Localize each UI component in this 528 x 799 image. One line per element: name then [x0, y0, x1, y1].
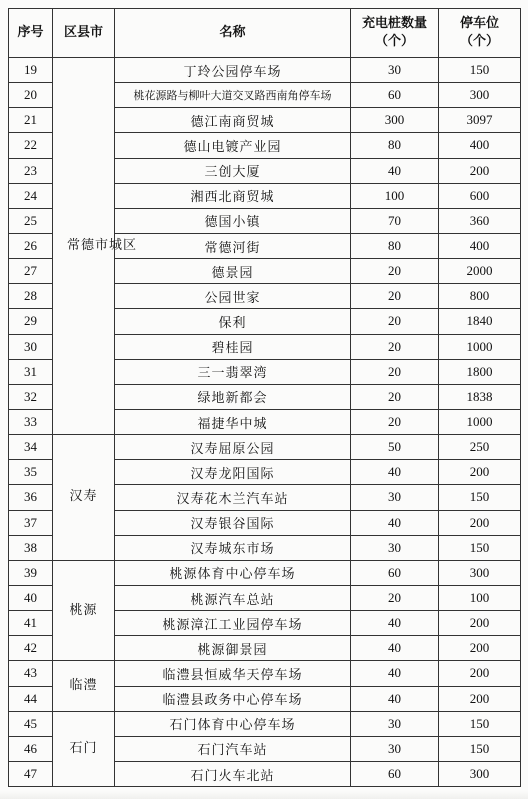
cell-name: 三创大厦 — [115, 158, 351, 183]
cell-name: 石门汽车站 — [115, 736, 351, 761]
cell-seq: 35 — [9, 460, 53, 485]
cell-name: 汉寿花木兰汽车站 — [115, 485, 351, 510]
cell-name: 常德河街 — [115, 233, 351, 258]
cell-seq: 33 — [9, 409, 53, 434]
cell-chargers: 60 — [351, 761, 439, 786]
cell-seq: 46 — [9, 736, 53, 761]
cell-chargers: 20 — [351, 334, 439, 359]
cell-chargers: 80 — [351, 133, 439, 158]
cell-district: 桃源 — [53, 560, 115, 661]
cell-parking: 150 — [439, 58, 521, 83]
table-header-row — [9, 9, 521, 58]
cell-name: 桃源漳江工业园停车场 — [115, 611, 351, 636]
cell-seq: 23 — [9, 158, 53, 183]
cell-chargers: 70 — [351, 208, 439, 233]
cell-seq: 41 — [9, 611, 53, 636]
cell-name: 保利 — [115, 309, 351, 334]
cell-chargers: 20 — [351, 359, 439, 384]
cell-seq: 42 — [9, 636, 53, 661]
cell-parking: 1000 — [439, 334, 521, 359]
cell-seq: 47 — [9, 761, 53, 786]
cell-chargers: 30 — [351, 485, 439, 510]
cell-seq: 30 — [9, 334, 53, 359]
cell-chargers: 40 — [351, 686, 439, 711]
table-row — [9, 58, 521, 83]
cell-name: 桃花源路与柳叶大道交叉路西南角停车场 — [115, 83, 351, 108]
header-chargers-line2: （个） — [374, 34, 414, 49]
cell-seq: 44 — [9, 686, 53, 711]
cell-name: 汉寿银谷国际 — [115, 510, 351, 535]
cell-name: 石门体育中心停车场 — [115, 711, 351, 736]
cell-district: 汉寿 — [53, 435, 115, 561]
cell-parking: 200 — [439, 460, 521, 485]
cell-chargers: 50 — [351, 435, 439, 460]
header-parking-line2: （个） — [459, 34, 499, 49]
cell-seq: 26 — [9, 233, 53, 258]
header-district: 区县市 — [53, 9, 115, 58]
cell-seq: 32 — [9, 384, 53, 409]
cell-chargers: 30 — [351, 711, 439, 736]
cell-seq: 19 — [9, 58, 53, 83]
cell-seq: 21 — [9, 108, 53, 133]
cell-parking: 200 — [439, 510, 521, 535]
cell-seq: 40 — [9, 585, 53, 610]
cell-seq: 20 — [9, 83, 53, 108]
cell-name: 汉寿屈原公园 — [115, 435, 351, 460]
table-row — [9, 661, 521, 686]
table-row — [9, 435, 521, 460]
cell-parking: 1000 — [439, 409, 521, 434]
cell-chargers: 30 — [351, 58, 439, 83]
header-parking — [439, 9, 521, 58]
table-row — [9, 711, 521, 736]
cell-chargers: 40 — [351, 661, 439, 686]
cell-name: 桃源御景园 — [115, 636, 351, 661]
cell-chargers: 40 — [351, 611, 439, 636]
cell-parking: 100 — [439, 585, 521, 610]
cell-name: 临澧县恒威华天停车场 — [115, 661, 351, 686]
cell-seq: 29 — [9, 309, 53, 334]
cell-parking: 2000 — [439, 259, 521, 284]
cell-chargers: 20 — [351, 259, 439, 284]
page-bottom-edge — [0, 791, 528, 799]
cell-name: 公园世家 — [115, 284, 351, 309]
cell-name: 碧桂园 — [115, 334, 351, 359]
cell-chargers: 20 — [351, 309, 439, 334]
cell-chargers: 40 — [351, 460, 439, 485]
cell-parking: 150 — [439, 711, 521, 736]
cell-seq: 45 — [9, 711, 53, 736]
cell-chargers: 80 — [351, 233, 439, 258]
cell-name: 临澧县政务中心停车场 — [115, 686, 351, 711]
cell-parking: 300 — [439, 83, 521, 108]
cell-chargers: 20 — [351, 284, 439, 309]
cell-name: 桃源汽车总站 — [115, 585, 351, 610]
cell-name: 德国小镇 — [115, 208, 351, 233]
cell-chargers: 30 — [351, 736, 439, 761]
cell-name: 德江南商贸城 — [115, 108, 351, 133]
cell-name: 绿地新都会 — [115, 384, 351, 409]
cell-district: 临澧 — [53, 661, 115, 711]
cell-name: 桃源体育中心停车场 — [115, 560, 351, 585]
cell-parking: 300 — [439, 560, 521, 585]
cell-parking: 400 — [439, 133, 521, 158]
header-chargers-line1: 充电桩数量 — [361, 16, 427, 31]
cell-chargers: 40 — [351, 158, 439, 183]
cell-chargers: 60 — [351, 560, 439, 585]
cell-seq: 39 — [9, 560, 53, 585]
cell-name: 汉寿城东市场 — [115, 535, 351, 560]
cell-parking: 600 — [439, 183, 521, 208]
cell-parking: 400 — [439, 233, 521, 258]
cell-name: 德景园 — [115, 259, 351, 284]
cell-chargers: 20 — [351, 384, 439, 409]
cell-chargers: 30 — [351, 535, 439, 560]
cell-chargers: 20 — [351, 409, 439, 434]
cell-parking: 300 — [439, 761, 521, 786]
cell-seq: 37 — [9, 510, 53, 535]
cell-name: 汉寿龙阳国际 — [115, 460, 351, 485]
cell-parking: 1800 — [439, 359, 521, 384]
header-seq: 序号 — [9, 9, 53, 58]
cell-name: 福捷华中城 — [115, 409, 351, 434]
cell-parking: 150 — [439, 485, 521, 510]
cell-name: 湘西北商贸城 — [115, 183, 351, 208]
cell-parking: 200 — [439, 636, 521, 661]
cell-chargers: 40 — [351, 636, 439, 661]
cell-seq: 22 — [9, 133, 53, 158]
cell-seq: 38 — [9, 535, 53, 560]
cell-parking: 3097 — [439, 108, 521, 133]
table-body — [9, 58, 521, 787]
cell-parking: 200 — [439, 686, 521, 711]
cell-parking: 800 — [439, 284, 521, 309]
table-row — [9, 560, 521, 585]
cell-parking: 250 — [439, 435, 521, 460]
cell-seq: 25 — [9, 208, 53, 233]
cell-name: 石门火车北站 — [115, 761, 351, 786]
header-parking-line1: 停车位 — [459, 16, 499, 31]
cell-chargers: 60 — [351, 83, 439, 108]
cell-seq: 24 — [9, 183, 53, 208]
cell-seq: 36 — [9, 485, 53, 510]
cell-name: 德山电镀产业园 — [115, 133, 351, 158]
cell-parking: 200 — [439, 158, 521, 183]
header-chargers — [351, 9, 439, 58]
header-name: 名称 — [115, 9, 351, 58]
cell-parking: 1838 — [439, 384, 521, 409]
cell-seq: 34 — [9, 435, 53, 460]
cell-seq: 27 — [9, 259, 53, 284]
cell-name: 三一翡翠湾 — [115, 359, 351, 384]
cell-seq: 28 — [9, 284, 53, 309]
cell-chargers: 100 — [351, 183, 439, 208]
cell-parking: 200 — [439, 661, 521, 686]
cell-parking: 1840 — [439, 309, 521, 334]
cell-parking: 150 — [439, 535, 521, 560]
cell-district: 常德市城区 — [53, 58, 115, 435]
cell-chargers: 300 — [351, 108, 439, 133]
cell-district: 石门 — [53, 711, 115, 786]
cell-seq: 43 — [9, 661, 53, 686]
cell-chargers: 20 — [351, 585, 439, 610]
cell-chargers: 40 — [351, 510, 439, 535]
cell-parking: 150 — [439, 736, 521, 761]
cell-name: 丁玲公园停车场 — [115, 58, 351, 83]
charging-station-table — [8, 8, 521, 787]
cell-parking: 200 — [439, 611, 521, 636]
cell-parking: 360 — [439, 208, 521, 233]
cell-seq: 31 — [9, 359, 53, 384]
